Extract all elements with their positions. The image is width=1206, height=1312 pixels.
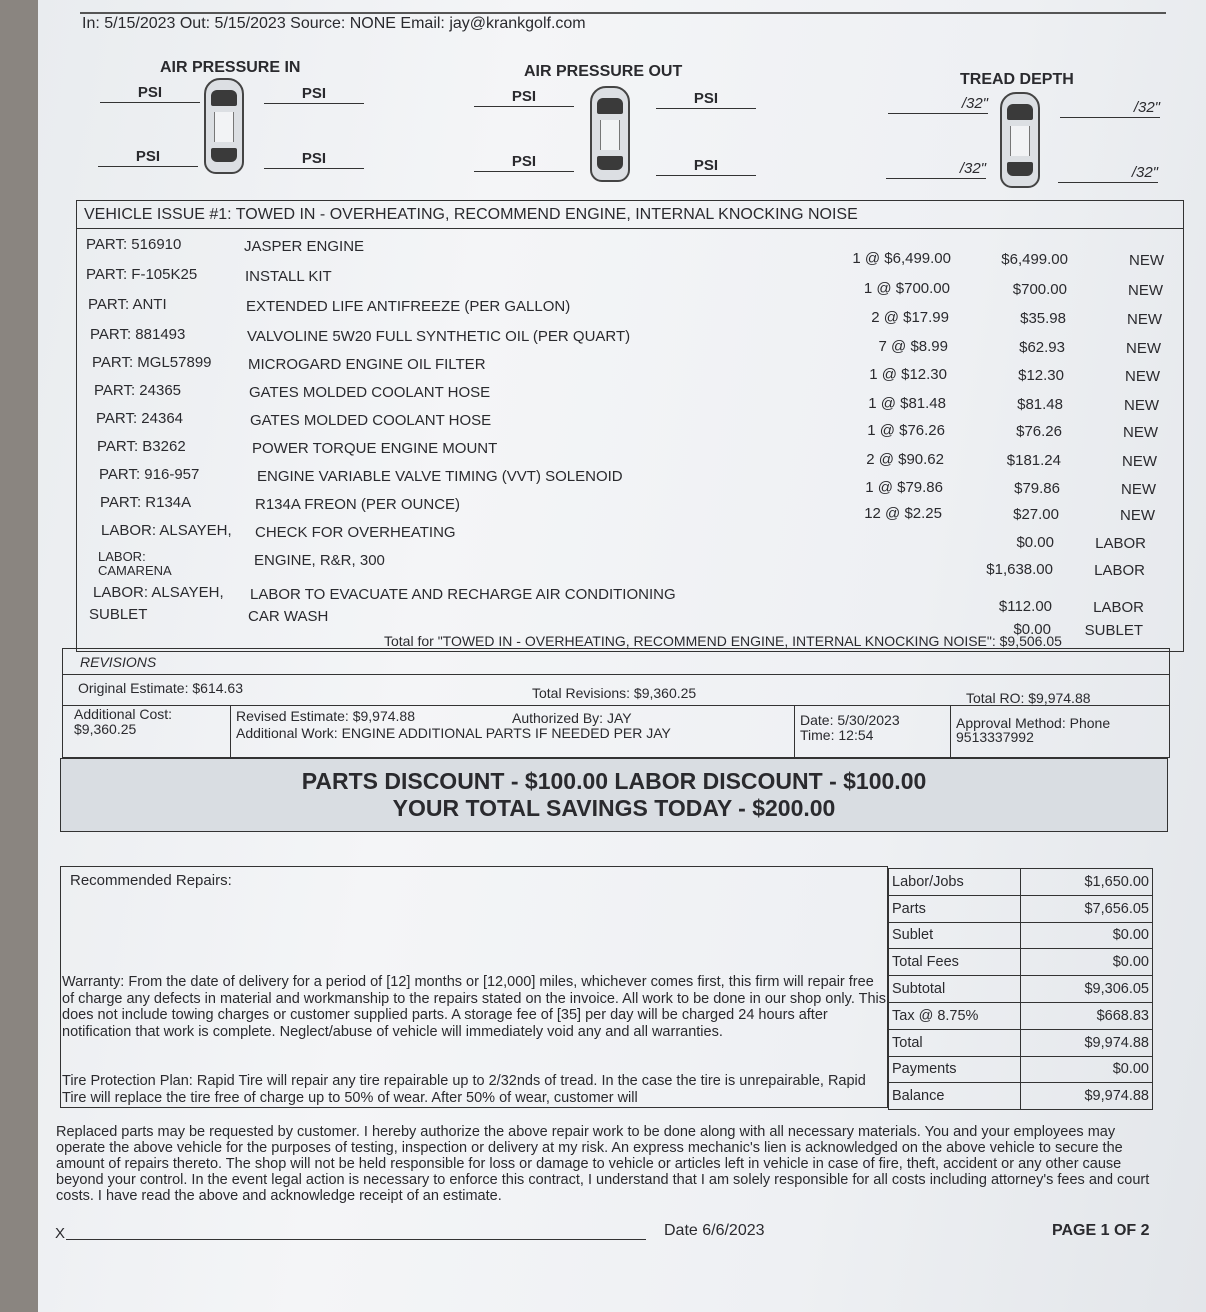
totals-value: $668.83 [1021, 1002, 1153, 1029]
discount-line: PARTS DISCOUNT - $100.00 LABOR DISCOUNT - $100.00 [301, 768, 927, 794]
line-item-code: SUBLET [89, 606, 148, 623]
tire-protection-plan-text: Tire Protection Plan: Rapid Tire will repair any tire repairable up to 2/32nds of tread. In the case the tire is unrepairable, Rapid Tire will replace the tire free of charge up to 50% of wear. After 50% of wear, customer will [62, 1073, 866, 1106]
header-info: In: 5/15/2023 Out: 5/15/2023 Source: NONE Email: jay@krankgolf.com [82, 15, 586, 32]
line-item-amount: $181.24 [1006, 452, 1061, 469]
vehicle-issue-title: VEHICLE ISSUE #1: TOWED IN - OVERHEATING, RECOMMEND ENGINE, INTERNAL KNOCKING NOISE [84, 206, 858, 223]
totals-value: $0.00 [1021, 922, 1153, 949]
line-item-quantity: 1 @ $79.86 [865, 479, 943, 496]
line-item-type: NEW [1122, 453, 1157, 470]
issue-total: Total for "TOWED IN - OVERHEATING, RECOMMEND ENGINE, INTERNAL KNOCKING NOISE": $9,506.05 [384, 633, 1062, 649]
car-diagram-icon [1000, 92, 1040, 188]
totals-value: $9,974.88 [1021, 1029, 1153, 1056]
line-item-type: NEW [1121, 481, 1156, 498]
line-item-amount: $81.48 [1017, 396, 1063, 413]
totals-label: Balance [889, 1083, 1021, 1110]
psi-in-rear-left: PSI [98, 148, 198, 167]
line-item-amount: $0.00 [1016, 534, 1054, 551]
line-item-quantity: 1 @ $700.00 [863, 280, 950, 297]
line-item-amount: $700.00 [1012, 281, 1067, 298]
totals-value: $9,306.05 [1021, 976, 1153, 1003]
tread-rear-left: /32" [886, 160, 986, 179]
line-item-amount: $76.26 [1016, 423, 1062, 440]
psi-out-front-left: PSI [474, 88, 574, 107]
line-item-amount: $27.00 [1013, 506, 1059, 523]
line-item-description: R134A FREON (PER OUNCE) [255, 496, 461, 513]
total-revisions: Total Revisions: $9,360.25 [532, 685, 697, 701]
line-item-description: POWER TORQUE ENGINE MOUNT [252, 440, 498, 457]
line-item-amount: $62.93 [1019, 339, 1065, 356]
totals-row [889, 1002, 1153, 1029]
signature-x: X [55, 1225, 66, 1242]
line-item-description: GATES MOLDED COOLANT HOSE [250, 412, 492, 429]
top-divider [80, 12, 1166, 14]
line-item-quantity: 1 @ $6,499.00 [852, 250, 951, 267]
tread-rear-right: /32" [1058, 164, 1158, 183]
totals-label: Labor/Jobs [889, 869, 1021, 896]
line-item-type: NEW [1125, 368, 1160, 385]
line-item-code: LABOR: CAMARENA [98, 549, 172, 578]
additional-cost-value: $9,360.25 [74, 721, 137, 737]
page-number: PAGE 1 OF 2 [1052, 1222, 1150, 1239]
total-savings-line: YOUR TOTAL SAVINGS TODAY - $200.00 [392, 795, 836, 821]
line-item-code: PART: 916-957 [99, 466, 200, 483]
line-item-type: NEW [1129, 252, 1164, 269]
line-item-description: VALVOLINE 5W20 FULL SYNTHETIC OIL (PER QUART) [247, 328, 631, 345]
line-item-description: CHECK FOR OVERHEATING [255, 524, 456, 541]
line-item-code: PART: F-105K25 [86, 266, 198, 283]
line-item-description: CAR WASH [248, 608, 329, 625]
psi-out-rear-right: PSI [656, 157, 756, 176]
revision-time: Time: 12:54 [800, 727, 874, 743]
totals-row [889, 895, 1153, 922]
line-item-type: SUBLET [1084, 622, 1143, 639]
line-item-type: LABOR [1094, 562, 1145, 579]
totals-row [889, 976, 1153, 1003]
car-diagram-icon [204, 78, 244, 174]
car-diagram-icon [590, 86, 630, 182]
line-item-quantity: 12 @ $2.25 [864, 505, 942, 522]
line-item-type: NEW [1126, 340, 1161, 357]
line-item-description: LABOR TO EVACUATE AND RECHARGE AIR CONDITIONING [250, 586, 676, 603]
additional-work: Additional Work: ENGINE ADDITIONAL PARTS IF NEEDED PER JAY [236, 725, 671, 741]
approval-method: Approval Method: Phone [956, 715, 1111, 731]
air-pressure-out-title: AIR PRESSURE OUT [524, 63, 683, 80]
line-item-quantity: 1 @ $76.26 [867, 422, 945, 439]
line-item-description: EXTENDED LIFE ANTIFREEZE (PER GALLON) [246, 298, 571, 315]
line-item-description: ENGINE VARIABLE VALVE TIMING (VVT) SOLENOID [257, 468, 623, 485]
revisions-divider [62, 674, 1170, 675]
air-pressure-in-title: AIR PRESSURE IN [160, 59, 301, 76]
line-item-amount: $0.00 [1013, 621, 1051, 638]
line-item-type: NEW [1124, 397, 1159, 414]
revisions-label: REVISIONS [80, 654, 157, 670]
line-item-description: GATES MOLDED COOLANT HOSE [249, 384, 491, 401]
line-item-description: ENGINE, R&R, 300 [254, 552, 385, 569]
psi-in-front-right: PSI [264, 85, 364, 104]
line-item-description: JASPER ENGINE [244, 238, 365, 255]
line-item-code: LABOR: ALSAYEH, [93, 584, 224, 601]
authorization-text: Replaced parts may be requested by customer. I hereby authorize the above repair work to be done along with all necessary materials. You and your employees may operate the above vehicle for the purposes of testing, inspection or delivery at my risk. An express mechanic's lien is acknowledged on the above vehicle to secure the amount of repairs thereto. The shop will not be held responsible for loss or damage to vehicle or articles left in vehicle in case of fire, theft, accident or any other cause beyond your control. In the event legal action is necessary to enforce this contract, I understand that I am solely responsible for all costs including attorney's fees and court costs. I have read the above and acknowledge receipt of an estimate. [56, 1124, 1150, 1204]
totals-row [889, 1056, 1153, 1083]
totals-row [889, 1083, 1153, 1110]
line-item-code: PART: B3262 [97, 438, 186, 455]
original-estimate: Original Estimate: $614.63 [78, 680, 243, 696]
recommended-repairs-label: Recommended Repairs: [70, 872, 232, 889]
revisions-column-divider [230, 705, 231, 758]
psi-out-front-right: PSI [656, 90, 756, 109]
totals-table [888, 868, 1153, 1110]
line-item-amount: $112.00 [998, 598, 1052, 615]
revision-date: Date: 5/30/2023 [800, 712, 900, 728]
totals-value: $7,656.05 [1021, 895, 1153, 922]
line-item-description: MICROGARD ENGINE OIL FILTER [248, 356, 486, 373]
additional-cost-label: Additional Cost: [74, 706, 173, 722]
line-item-amount: $1,638.00 [986, 561, 1053, 578]
totals-row [889, 1029, 1153, 1056]
psi-in-front-left: PSI [100, 84, 200, 103]
line-item-type: LABOR [1093, 599, 1144, 616]
total-ro: Total RO: $9,974.88 [966, 690, 1091, 706]
psi-out-rear-left: PSI [474, 153, 574, 172]
line-item-type: NEW [1120, 507, 1155, 524]
revisions-column-divider [950, 705, 951, 758]
authorized-by: Authorized By: JAY [512, 710, 632, 726]
line-item-quantity: 7 @ $8.99 [878, 338, 948, 355]
warranty-text: Warranty: From the date of delivery for a period of [12] months or [12,000] miles, whichever comes first, this firm will repair free of charge any defects in material and workmanship to the repairs stated on the invoice. All work to be done in our shop only. This does not include towing charges or customer supplied parts. A storage fee of [35] per day will be charged 24 hours after notification that work is complete. Neglect/abuse of vehicle will immediately void any and all warranties. [62, 974, 887, 1040]
totals-value: $9,974.88 [1021, 1083, 1153, 1110]
line-item-code: PART: 881493 [90, 326, 186, 343]
issue-divider [76, 228, 1184, 229]
totals-value: $0.00 [1021, 1056, 1153, 1083]
totals-row [889, 922, 1153, 949]
line-item-amount: $35.98 [1020, 310, 1066, 327]
line-item-amount: $6,499.00 [1001, 251, 1068, 268]
line-item-amount: $12.30 [1018, 367, 1064, 384]
totals-label: Total Fees [889, 949, 1021, 976]
totals-value: $1,650.00 [1021, 869, 1153, 896]
totals-row [889, 869, 1153, 896]
line-item-code: PART: MGL57899 [92, 354, 212, 371]
tread-front-left: /32" [888, 95, 988, 114]
signature-date: Date 6/6/2023 [664, 1222, 765, 1239]
line-item-type: LABOR [1095, 535, 1146, 552]
totals-label: Subtotal [889, 976, 1021, 1003]
totals-label: Parts [889, 895, 1021, 922]
line-item-code: PART: 24364 [96, 410, 184, 427]
approval-phone: 9513337992 [956, 729, 1034, 745]
totals-label: Total [889, 1029, 1021, 1056]
line-item-code: LABOR: ALSAYEH, [101, 522, 232, 539]
line-item-code: PART: 24365 [94, 382, 182, 399]
totals-value: $0.00 [1021, 949, 1153, 976]
signature-line [66, 1239, 646, 1240]
line-item-quantity: 2 @ $90.62 [866, 451, 944, 468]
line-item-type: NEW [1128, 282, 1163, 299]
line-item-type: NEW [1127, 311, 1162, 328]
psi-in-rear-right: PSI [264, 150, 364, 169]
totals-row [889, 949, 1153, 976]
totals-label: Tax @ 8.75% [889, 1002, 1021, 1029]
revisions-column-divider [794, 705, 795, 758]
tread-front-right: /32" [1060, 99, 1160, 118]
tread-depth-title: TREAD DEPTH [960, 71, 1074, 88]
line-item-description: INSTALL KIT [245, 268, 332, 285]
line-item-quantity: 1 @ $81.48 [868, 395, 946, 412]
line-item-quantity: 1 @ $12.30 [869, 366, 947, 383]
revised-estimate: Revised Estimate: $9,974.88 [236, 708, 415, 724]
line-item-code: PART: ANTI [88, 296, 167, 313]
line-item-code: PART: 516910 [86, 236, 182, 253]
totals-label: Sublet [889, 922, 1021, 949]
line-item-quantity: 2 @ $17.99 [871, 309, 949, 326]
line-item-type: NEW [1123, 424, 1158, 441]
totals-label: Payments [889, 1056, 1021, 1083]
line-item-amount: $79.86 [1014, 480, 1060, 497]
line-item-code: PART: R134A [100, 494, 192, 511]
